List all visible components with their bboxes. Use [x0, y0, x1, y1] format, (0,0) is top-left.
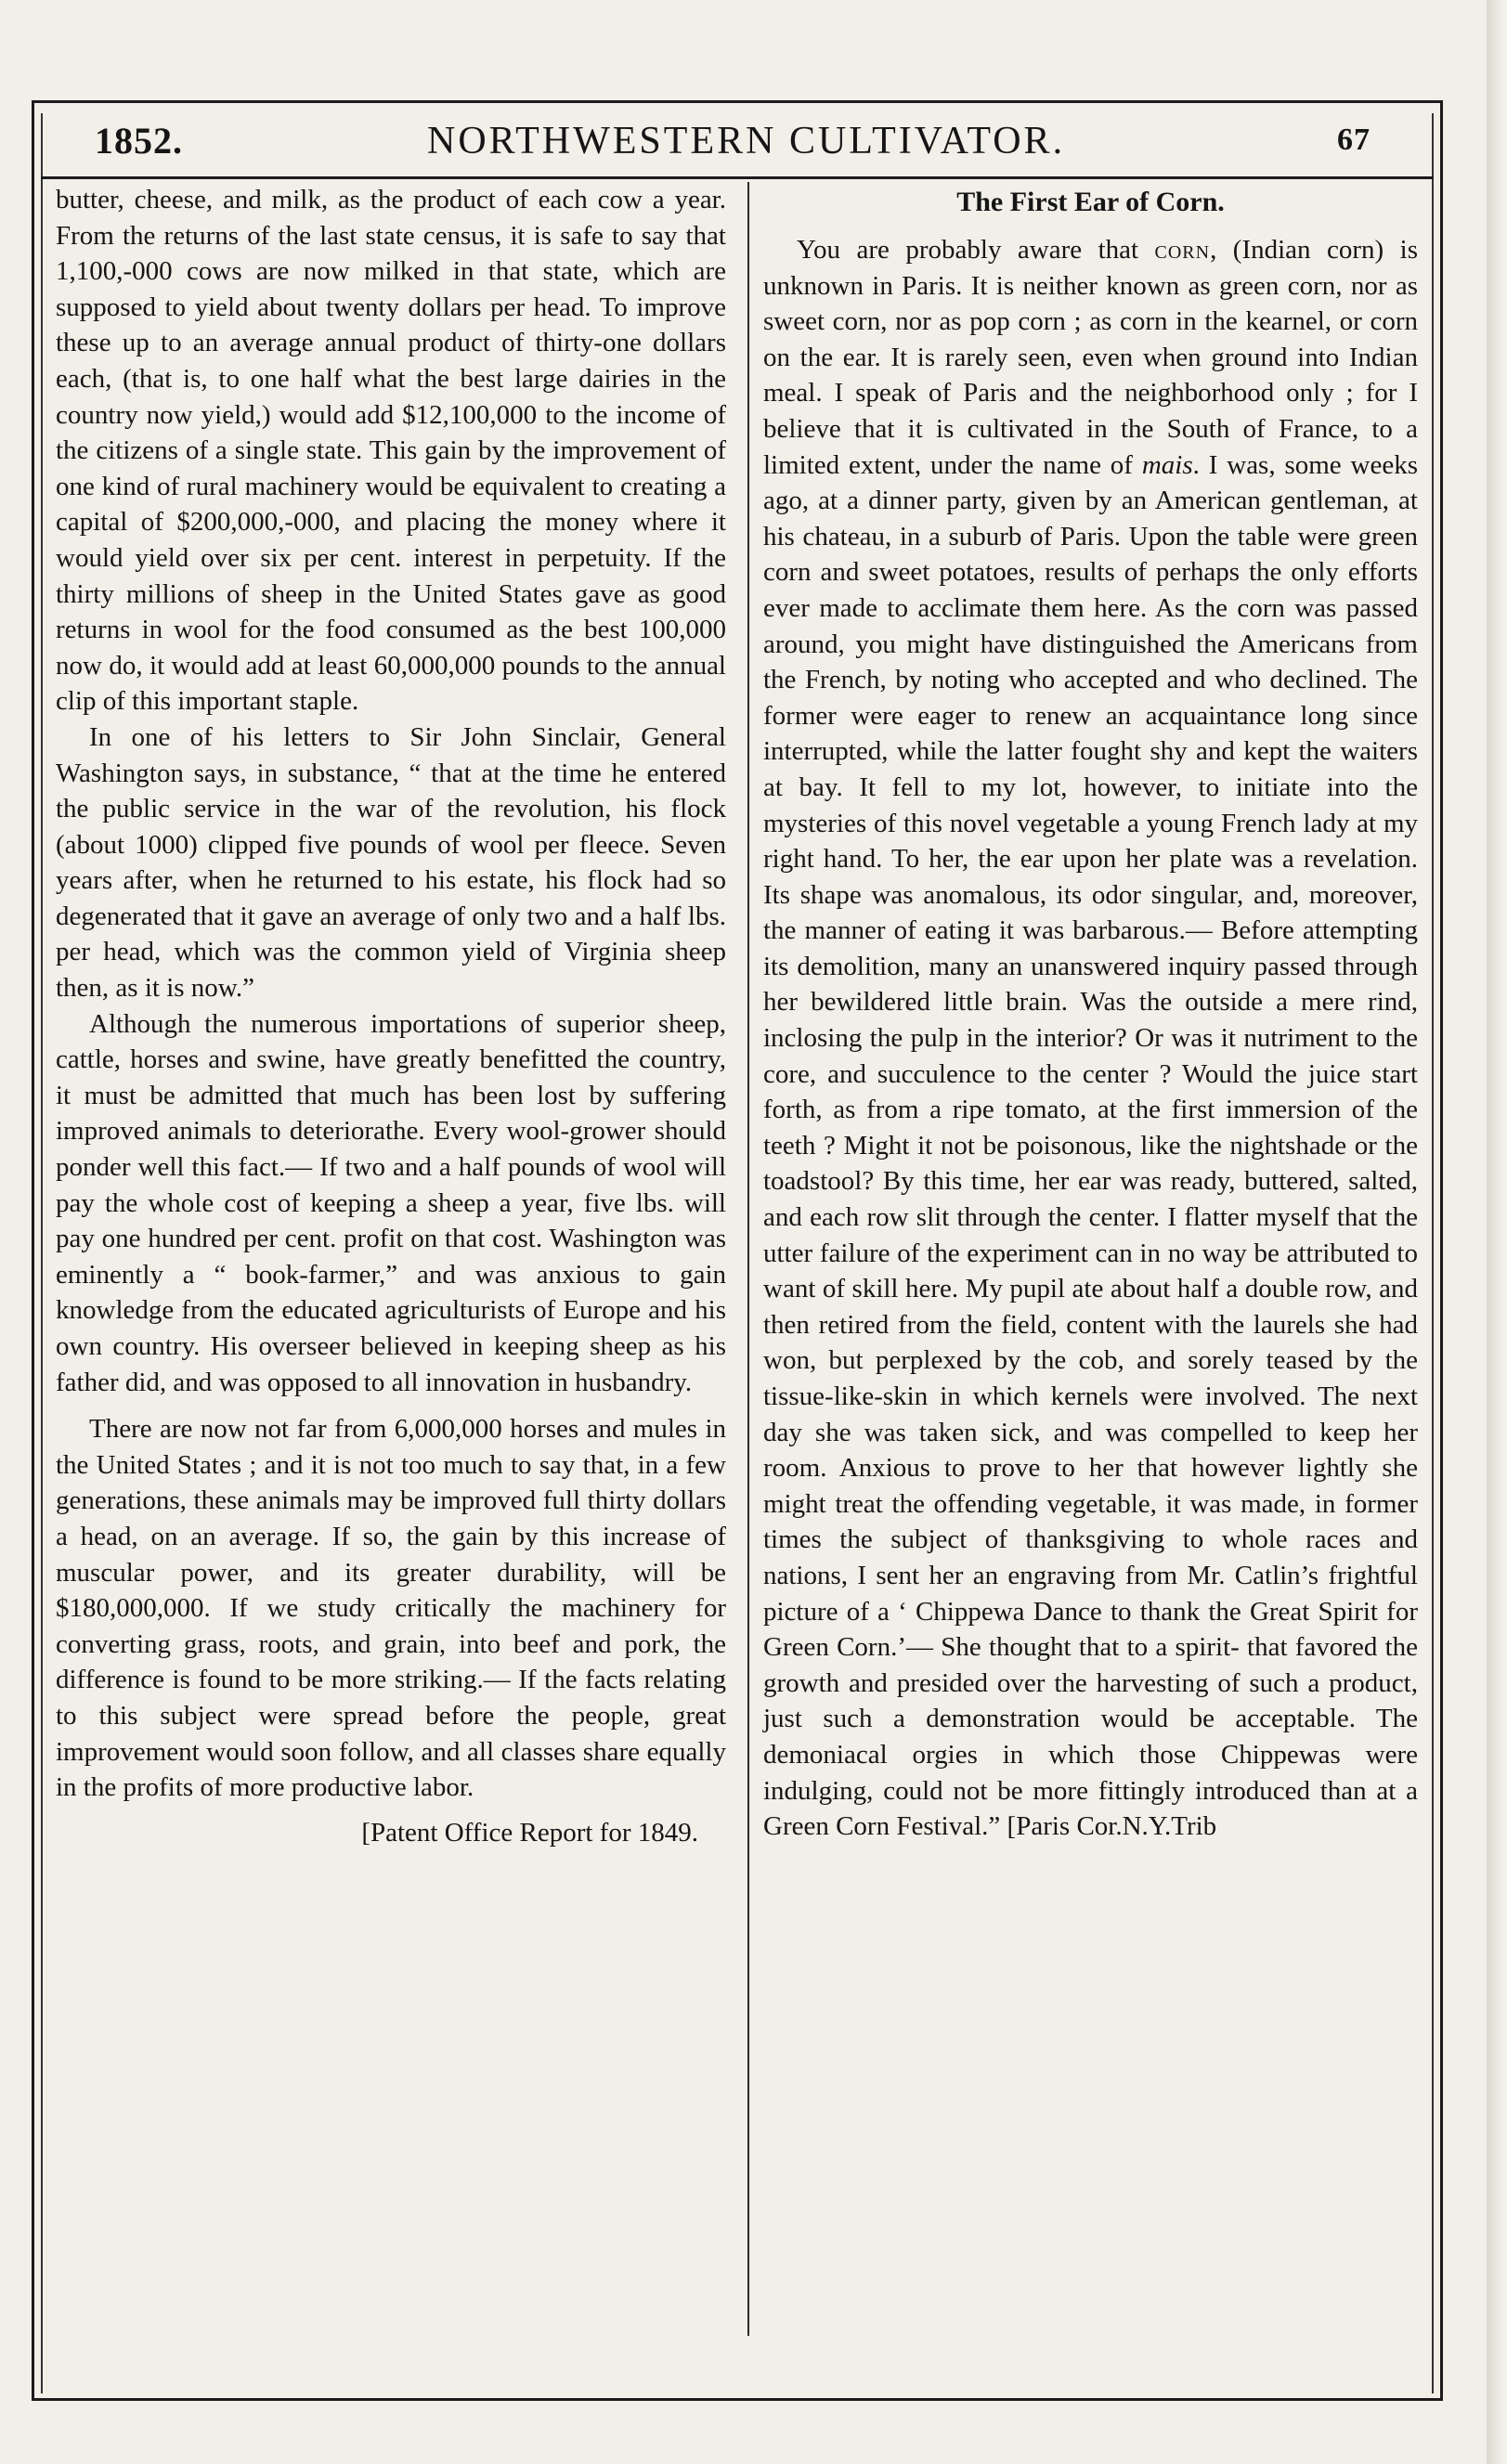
right-column — [763, 182, 1418, 1845]
header-rule — [41, 176, 1434, 179]
left-source-citation: [Patent Office Report for 1849. — [361, 1817, 698, 1848]
page-edge — [1487, 0, 1507, 2464]
right-text-c: . I was, some weeks ago, at a dinner party, given by an American gentleman, at his chateau, in a suburb of Paris. Upon the table were green corn and sweet potatoes, results of perhaps the only efforts ever made to acclimate them here. As the corn was passed around, you might have distinguished the Americans from the French, by noting who accepted and who declined. The former were eager to renew an acquaintance long since interrupted, while the latter fought shy and kept the waiters at bay. It fell to my lot, however, to initiate into the mysteries of this novel vegetable a young French lady at my right hand. To her, the ear upon her plate was a revelation. Its shape was anomalous, its odor singular, and, moreover, the manner of eating it was barbarous.— Before attempting its demolition, many an unanswered inquiry passed through her bewildered little brain. Was the outside a mere rind, inclosing the pulp in the interior? Or was it nutriment to the core, and succulence to the center ? Would the juice start forth, as from a ripe tomato, at the first immersion of the teeth ? Might it not be poisonous, like the nightshade or the toadstool? By this time, her ear was ready, buttered, salted, and each row slit through the center. I flatter myself that the utter failure of the experiment can in no way be attributed to want of skill here. My pupil ate about half a double row, and then retired from the field, content with the laurels she had won, but perplexed by the cob, and sorely teased by the tissue-like-skin in which kernels were involved. The next day she was taken sick, and was compelled to keep her room. Anxious to prove to her that however lightly she might treat the offending vegetable, it was made, in former times the subject of thanksgiving to whole races and nations, I sent her an engraving from Mr. Catlin’s frightful picture of a ‘ Chippewa Dance to thank the Great Spirit for Green Corn.’— She thought that to a spirit- that favored the growth and presided over the harvesting of such a product, just such a demonstration would be acceptable. The demoniacal orgies in which those Chippewas were indulging, could not be more fittingly introduced than at a Green Corn Festival.” [Paris Cor.N.Y.Trib — [763, 449, 1418, 1842]
header-page-number: 67 — [1337, 123, 1371, 157]
left-paragraph-2: In one of his letters to Sir John Sinclair, General Washington says, in substance, “ that at the time he entered the public service in the war of the revolution, his flock (about 1000) clipped five pounds of wool per fleece. Seven years after, when he returned to his estate, his flock had so degenerated that it gave an average of only two and a half lbs. per head, which was the common yield of Virginia sheep then, as it is now.” — [56, 721, 726, 1004]
right-text-b: , (Indian corn) is unknown in Paris. It is neither known as green corn, nor as sweet corn, nor as pop corn ; as corn in the kearnel, or corn on the ear. It is rarely seen, even when ground into Indian meal. I speak of Paris and the neighborhood only ; for I believe that it is cultivated in the South of France, to a limited extent, under the name of — [763, 235, 1418, 480]
left-paragraph-4: There are now not far from 6,000,000 horses and mules in the United States ; and it is not too much to say that, in a few generations, these animals may be improved full thirty dollars a head, on an average. If so, the gain by this increase of muscular power, and its greater durability, will be $180,000,000. If we study critically the machinery for converting grass, roots, and grain, into beef and pork, the difference is found to be more striking.— If the facts relating to this subject were spread before the people, great improvement would soon follow, and all classes share equally in the profits of more productive labor. — [56, 1414, 726, 1803]
left-column — [56, 182, 726, 1850]
right-text-mais: mais — [1141, 449, 1193, 480]
left-paragraph-1: butter, cheese, and milk, as the product of each cow a year. From the returns of the last state census, it is safe to say that 1,100,-000 cows are now milked in that state, which are supposed to yield about twenty dollars per head. To improve these up to an average annual product of thirty-one dollars each, (that is, to one half what the best large dairies in the country now yield,) would add $12,100,000 to the income of the citizens of a single state. This gain by the improvement of one kind of rural machinery would be equivalent to creating a capital of $200,000,-000, and placing the money where it would yield over six per cent. interest in perpetuity. If the thirty millions of sheep in the United States gave as good returns in wool for the food consumed as the best 100,000 now do, it would add at least 60,000,000 pounds to the annual clip of this important staple. — [56, 185, 726, 717]
right-text-corn: corn — [1154, 235, 1211, 265]
header-title: NORTHWESTERN CULTIVATOR. — [427, 120, 1066, 162]
article-title: The First Ear of Corn. — [956, 187, 1225, 217]
right-paragraph-1 — [763, 232, 1418, 1845]
right-text-a: You are probably aware that — [797, 235, 1155, 265]
left-paragraph-3: Although the numerous importations of superior sheep, cattle, horses and swine, have greatly benefitted the country, it must be admitted that much has been lost by suffering improved animals to deteriorathe. Every wool-grower should ponder well this fact.— If two and a half pounds of wool will pay the whole cost of keeping a sheep a year, five lbs. will pay one hundred per cent. profit on that cost. Washington was eminently a “ book-farmer,” and was anxious to gain knowledge from the educated agriculturists of Europe and his own country. His overseer believed in keeping sheep as his father did, and was opposed to all innovation in husbandry. — [56, 1008, 726, 1397]
column-divider — [747, 182, 749, 2336]
header-year: 1852. — [95, 120, 183, 162]
page-header — [74, 119, 1374, 171]
